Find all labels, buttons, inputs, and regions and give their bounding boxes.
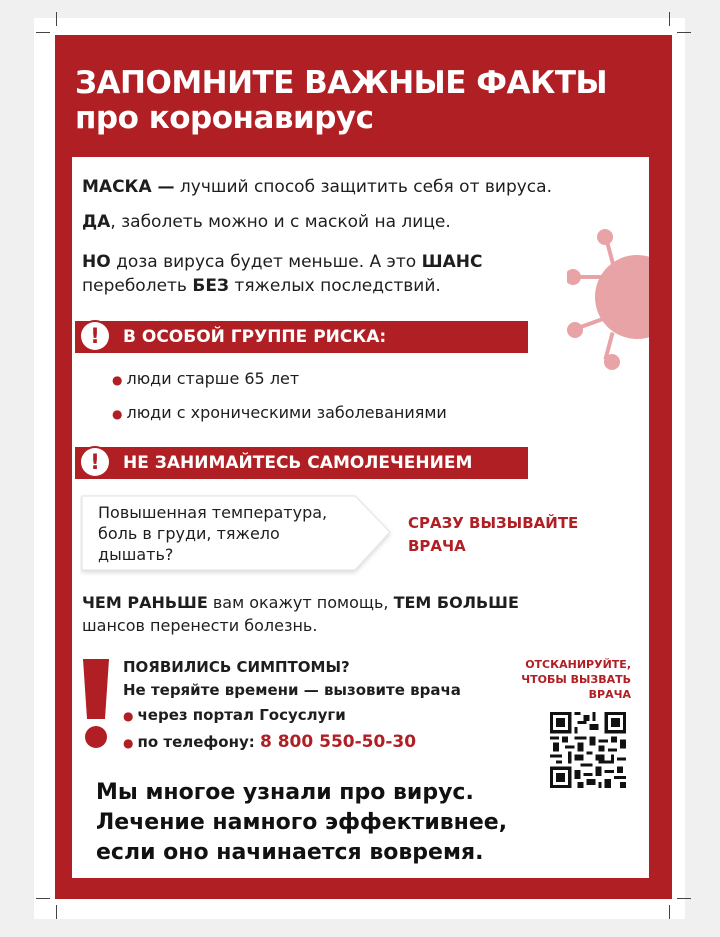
- closing-line-3: если оно начинается вовремя.: [96, 840, 484, 865]
- bullet-dot: ●: [123, 736, 134, 750]
- crop-mark: [56, 905, 57, 919]
- fact-without-bold: БЕЗ: [192, 276, 230, 296]
- fact-but-line2: переболеть: [82, 276, 193, 296]
- fact-mask: [82, 177, 552, 197]
- bullet-dot: ●: [112, 373, 123, 387]
- fact-yes-bold: ДА: [82, 212, 111, 232]
- risk-item-text: люди старше 65 лет: [126, 369, 300, 388]
- closing-message: [96, 778, 507, 868]
- qr-caption: [521, 657, 631, 702]
- title-line-2: про коронавирус: [75, 100, 374, 136]
- crop-mark: [677, 898, 691, 899]
- fact-yes-text: , заболеть можно и с маской на лице.: [110, 212, 451, 232]
- crop-mark: [56, 12, 57, 26]
- closing-line-2: Лечение намного эффективнее,: [96, 810, 508, 835]
- exclamation-icon: !: [81, 322, 109, 350]
- bullet-dot: ●: [112, 407, 123, 421]
- fact-without-text: тяжелых последствий.: [229, 276, 441, 296]
- portal-text: через портал Госуслуги: [137, 706, 346, 724]
- earlier-line-2: шансов перенести болезнь.: [82, 616, 318, 635]
- crop-mark: [36, 32, 50, 33]
- earlier-mid: вам окажут помощь,: [207, 593, 394, 612]
- symptoms-line-2: боль в груди, тяжело: [98, 524, 280, 543]
- risk-item-text: люди с хроническими заболеваниями: [126, 403, 447, 422]
- call-line-1: СРАЗУ ВЫЗЫВАЙТЕ: [408, 514, 579, 532]
- fact-chance-bold: ШАНС: [421, 252, 483, 272]
- risk-item: [112, 369, 299, 388]
- exclamation-icon: !: [81, 448, 109, 476]
- exclamation-mark-icon: [81, 657, 111, 749]
- fact-mask-text: лучший способ защитить себя от вируса.: [174, 177, 552, 197]
- fact-mask-bold: МАСКА —: [82, 177, 175, 197]
- phone-option: [123, 730, 461, 755]
- content-panel: [72, 157, 649, 878]
- fact-yes: [82, 212, 451, 232]
- symptoms-question: [98, 502, 327, 565]
- portal-option: [123, 702, 461, 730]
- qr-line-2: ЧТОБЫ ВЫЗВАТЬ: [521, 673, 631, 686]
- self-treatment-banner: [75, 447, 528, 479]
- risk-item: [112, 403, 447, 422]
- crop-mark: [36, 898, 50, 899]
- symptoms-line-3: дышать?: [98, 545, 174, 564]
- virus-icon: [567, 222, 649, 382]
- fact-but-text: доза вируса будет меньше. А это: [110, 252, 422, 272]
- risk-group-heading: В ОСОБОЙ ГРУППЕ РИСКА:: [123, 327, 387, 347]
- earlier-text: [82, 591, 519, 637]
- crop-mark: [669, 905, 670, 919]
- earlier-bold-2: ТЕМ БОЛЬШЕ: [393, 593, 519, 612]
- qr-code[interactable]: [550, 712, 626, 788]
- phone-number[interactable]: 8 800 550-50-30: [259, 732, 417, 752]
- crop-mark: [677, 32, 691, 33]
- poster-title: [75, 66, 607, 136]
- self-treatment-heading: НЕ ЗАНИМАЙТЕСЬ САМОЛЕЧЕНИЕМ: [123, 453, 473, 473]
- earlier-bold-1: ЧЕМ РАНЬШЕ: [82, 593, 208, 612]
- fact-but: [82, 250, 482, 298]
- crop-mark: [669, 12, 670, 26]
- phone-label: по телефону:: [137, 733, 255, 751]
- risk-group-banner: [75, 321, 528, 353]
- call-doctor-text: [408, 512, 578, 558]
- symptoms-block: [123, 657, 461, 755]
- qr-line-3: ВРАЧА: [588, 688, 631, 701]
- symptoms-line-1: Повышенная температура,: [98, 503, 328, 522]
- symptoms-subheading: Не теряйте времени — вызовите врача: [123, 681, 461, 699]
- closing-line-1: Мы многое узнали про вирус.: [96, 780, 474, 805]
- bullet-dot: ●: [123, 709, 134, 723]
- fact-but-bold: НО: [82, 252, 111, 272]
- qr-line-1: ОТСКАНИРУЙТЕ,: [525, 658, 631, 671]
- title-line-1: ЗАПОМНИТЕ ВАЖНЫЕ ФАКТЫ: [75, 65, 608, 101]
- symptoms-heading: ПОЯВИЛИСЬ СИМПТОМЫ?: [123, 658, 350, 676]
- call-line-2: ВРАЧА: [408, 537, 466, 555]
